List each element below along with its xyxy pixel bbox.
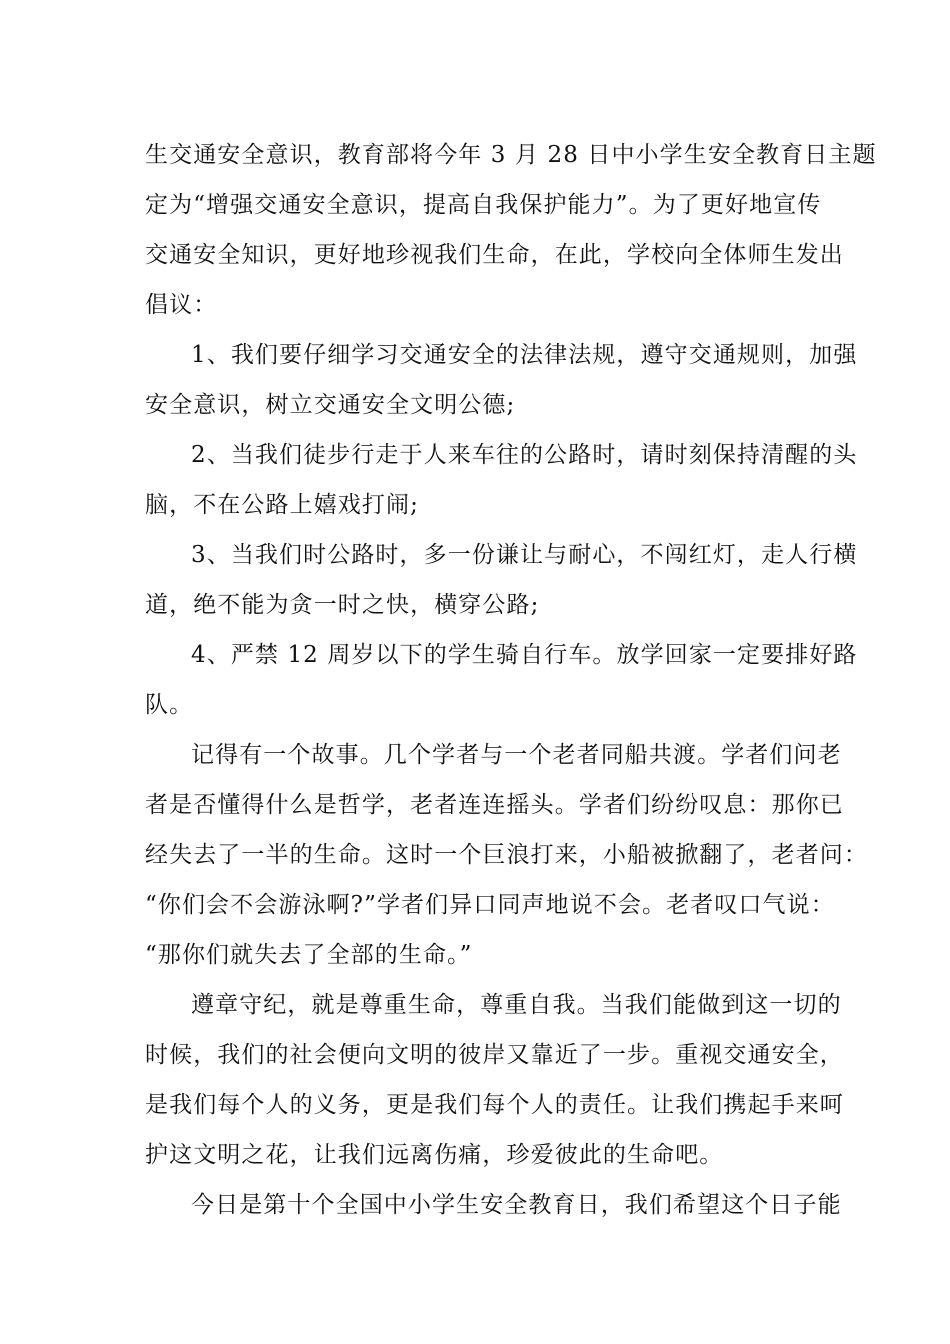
- text-line: 3、当我们时公路时，多一份谦让与耐心，不闯红灯，走人行横: [191, 542, 858, 568]
- text-line: 经失去了一半的生命。这时一个巨浪打来，小船被掀翻了，老者问：: [145, 842, 868, 868]
- text-line: 倡议：: [145, 292, 218, 318]
- paragraph-story: [145, 730, 868, 980]
- paragraph-item-4: [145, 630, 858, 730]
- text-line: 队。: [145, 692, 194, 718]
- paragraph-item-2: [145, 430, 858, 530]
- text-line: 定为“增强交通安全意识，提高自我保护能力”。为了更好地宣传: [145, 192, 822, 218]
- text-line: 4、严禁 12 周岁以下的学生骑自行车。放学回家一定要排好路: [191, 642, 858, 668]
- text-line: 护这文明之花，让我们远离伤痛，珍爱彼此的生命吧。: [145, 1142, 724, 1168]
- text-line: “那你们就失去了全部的生命。”: [145, 942, 473, 968]
- text-line: 安全意识，树立交通安全文明公德;: [145, 392, 516, 418]
- text-line: 脑，不在公路上嬉戏打闹;: [145, 492, 419, 518]
- text-line: 记得有一个故事。几个学者与一个老者同船共渡。学者们问老: [191, 742, 842, 768]
- text-line: 时候，我们的社会便向文明的彼岸又靠近了一步。重视交通安全，: [145, 1042, 844, 1068]
- text-line: 者是否懂得什么是哲学，老者连连摇头。学者们纷纷叹息：那你已: [145, 792, 844, 818]
- paragraph-closing: [145, 1180, 842, 1230]
- text-line: 今日是第十个全国中小学生安全教育日，我们希望这个日子能: [191, 1192, 842, 1218]
- text-line: 生交通安全意识，教育部将今年 3 月 28 日中小学生安全教育日主题: [145, 142, 877, 168]
- text-line: 道，绝不能为贪一时之快，横穿公路;: [145, 592, 540, 618]
- paragraph-intro: [145, 130, 877, 330]
- paragraph-respect: [145, 980, 844, 1180]
- text-line: 1、我们要仔细学习交通安全的法律法规，遵守交通规则，加强: [191, 342, 858, 368]
- text-line: 是我们每个人的义务，更是我们每个人的责任。让我们携起手来呵: [145, 1092, 844, 1118]
- paragraph-item-1: [145, 330, 858, 430]
- text-line: 遵章守纪，就是尊重生命，尊重自我。当我们能做到这一切的: [191, 992, 842, 1018]
- text-line: 交通安全知识，更好地珍视我们生命，在此，学校向全体师生发出: [145, 242, 844, 268]
- text-line: 2、当我们徒步行走于人来车往的公路时，请时刻保持清醒的头: [191, 442, 858, 468]
- text-line: “你们会不会游泳啊?”学者们异口同声地说不会。老者叹口气说：: [145, 892, 835, 918]
- document-body: [145, 130, 877, 1230]
- paragraph-item-3: [145, 530, 858, 630]
